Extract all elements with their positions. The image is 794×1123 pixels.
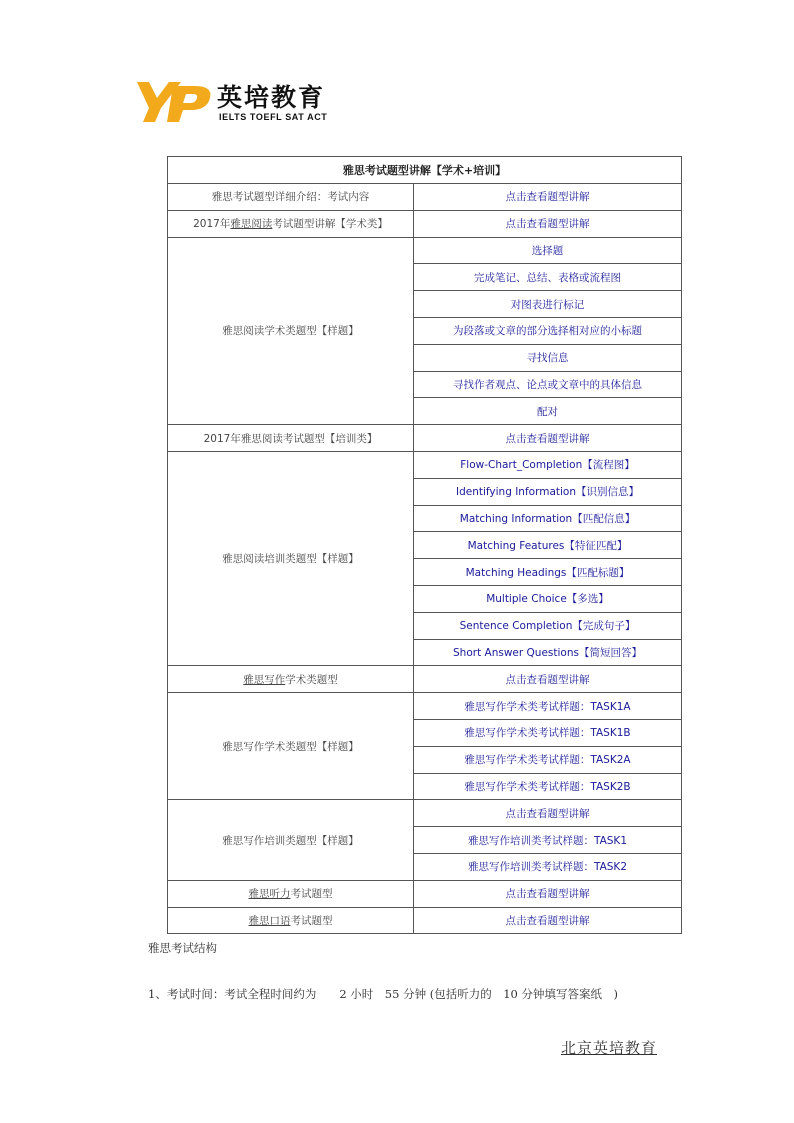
row-link[interactable]: 雅思写作学术类考试样题：TASK2A <box>414 746 682 773</box>
row-label-text: 2017年 <box>193 218 231 231</box>
row-link[interactable]: 为段落或文章的部分选择相对应的小标题 <box>414 317 682 344</box>
row-link[interactable]: Multiple Choice【多选】 <box>414 585 682 612</box>
row-link[interactable]: 点击查看题型讲解 <box>414 210 682 237</box>
footer-brand: 北京英培教育 <box>561 1039 658 1057</box>
row-label <box>168 184 414 211</box>
row-link[interactable]: 点击查看题型讲解 <box>414 800 682 827</box>
row-link[interactable]: 点击查看题型讲解 <box>414 666 682 693</box>
row-label <box>168 693 414 800</box>
row-label <box>168 451 414 665</box>
row-label <box>168 666 414 693</box>
row-label-text: 雅思阅读学术类题型【样题】 <box>222 325 359 338</box>
logo-brand-cn: 英培教育 <box>217 83 326 112</box>
row-link[interactable]: 点击查看题型讲解 <box>414 880 682 907</box>
table-row <box>168 666 682 693</box>
row-label-text: 考试题型 <box>290 888 333 901</box>
table-row <box>168 693 682 720</box>
row-label-text: 2017年雅思阅读考试题型【培训类】 <box>203 432 378 445</box>
row-link[interactable]: 雅思写作学术类考试样题：TASK2B <box>414 773 682 800</box>
row-link[interactable]: Short Answer Questions【简短回答】 <box>414 639 682 666</box>
row-link[interactable]: 选择题 <box>414 237 682 264</box>
table-row <box>168 880 682 907</box>
row-label-link[interactable]: 雅思口语 <box>248 914 291 927</box>
row-link[interactable]: Matching Headings【匹配标题】 <box>414 559 682 586</box>
row-label-link[interactable]: 雅思阅读 <box>230 218 273 231</box>
row-label <box>168 237 414 425</box>
table-row <box>168 425 682 452</box>
row-link[interactable]: 点击查看题型讲解 <box>414 184 682 211</box>
table-row <box>168 451 682 478</box>
table-row <box>168 800 682 827</box>
section-heading: 雅思考试结构 <box>148 941 217 955</box>
row-link[interactable]: Sentence Completion【完成句子】 <box>414 612 682 639</box>
row-link[interactable]: 点击查看题型讲解 <box>414 907 682 934</box>
row-link[interactable]: 寻找作者观点、论点或文章中的具体信息 <box>414 371 682 398</box>
exam-types-table <box>167 156 682 934</box>
row-link[interactable]: 雅思写作学术类考试样题：TASK1A <box>414 693 682 720</box>
row-label-text: 学术类题型 <box>285 673 338 686</box>
logo-brand-en: IELTS TOEFL SAT ACT <box>219 112 328 122</box>
row-label-text: 雅思写作培训类题型【样题】 <box>222 834 359 847</box>
row-label <box>168 907 414 934</box>
row-link[interactable]: 雅思写作培训类考试样题：TASK1 <box>414 827 682 854</box>
table-row <box>168 210 682 237</box>
table-row <box>168 907 682 934</box>
row-link[interactable]: 完成笔记、总结、表格或流程图 <box>414 264 682 291</box>
row-link[interactable]: 配对 <box>414 398 682 425</box>
row-link[interactable]: Matching Features【特征匹配】 <box>414 532 682 559</box>
row-label <box>168 880 414 907</box>
row-link[interactable]: Identifying Information【识别信息】 <box>414 478 682 505</box>
row-link[interactable]: 寻找信息 <box>414 344 682 371</box>
row-link[interactable]: 对图表进行标记 <box>414 291 682 318</box>
row-label <box>168 800 414 880</box>
exam-time-line: 1、考试时间：考试全程时间约为 2 小时 55 分钟 (包括听力的 10 分钟填写答案纸 ) <box>148 987 618 1001</box>
table-title: 雅思考试题型讲解【学术+培训】 <box>168 157 682 184</box>
row-label-text: 考试题型 <box>290 914 333 927</box>
row-link[interactable]: 雅思写作培训类考试样题：TASK2 <box>414 853 682 880</box>
row-label-link[interactable]: 雅思听力 <box>248 888 291 901</box>
row-link[interactable]: Flow-Chart_Completion【流程图】 <box>414 451 682 478</box>
row-label <box>168 210 414 237</box>
row-label <box>168 425 414 452</box>
table-row <box>168 184 682 211</box>
row-link[interactable]: 点击查看题型讲解 <box>414 425 682 452</box>
row-link[interactable]: Matching Information【匹配信息】 <box>414 505 682 532</box>
row-link[interactable]: 雅思写作学术类考试样题：TASK1B <box>414 719 682 746</box>
yp-logo-mark <box>133 80 215 124</box>
row-label-text: 雅思写作学术类题型【样题】 <box>222 740 359 753</box>
row-label-link[interactable]: 雅思写作 <box>243 673 286 686</box>
row-label-text: 雅思考试题型详细介绍：考试内容 <box>211 191 370 204</box>
row-label-text: 雅思阅读培训类题型【样题】 <box>222 553 359 566</box>
row-label-text: 考试题型讲解【学术类】 <box>272 218 388 231</box>
table-row <box>168 237 682 264</box>
company-logo <box>133 80 343 128</box>
